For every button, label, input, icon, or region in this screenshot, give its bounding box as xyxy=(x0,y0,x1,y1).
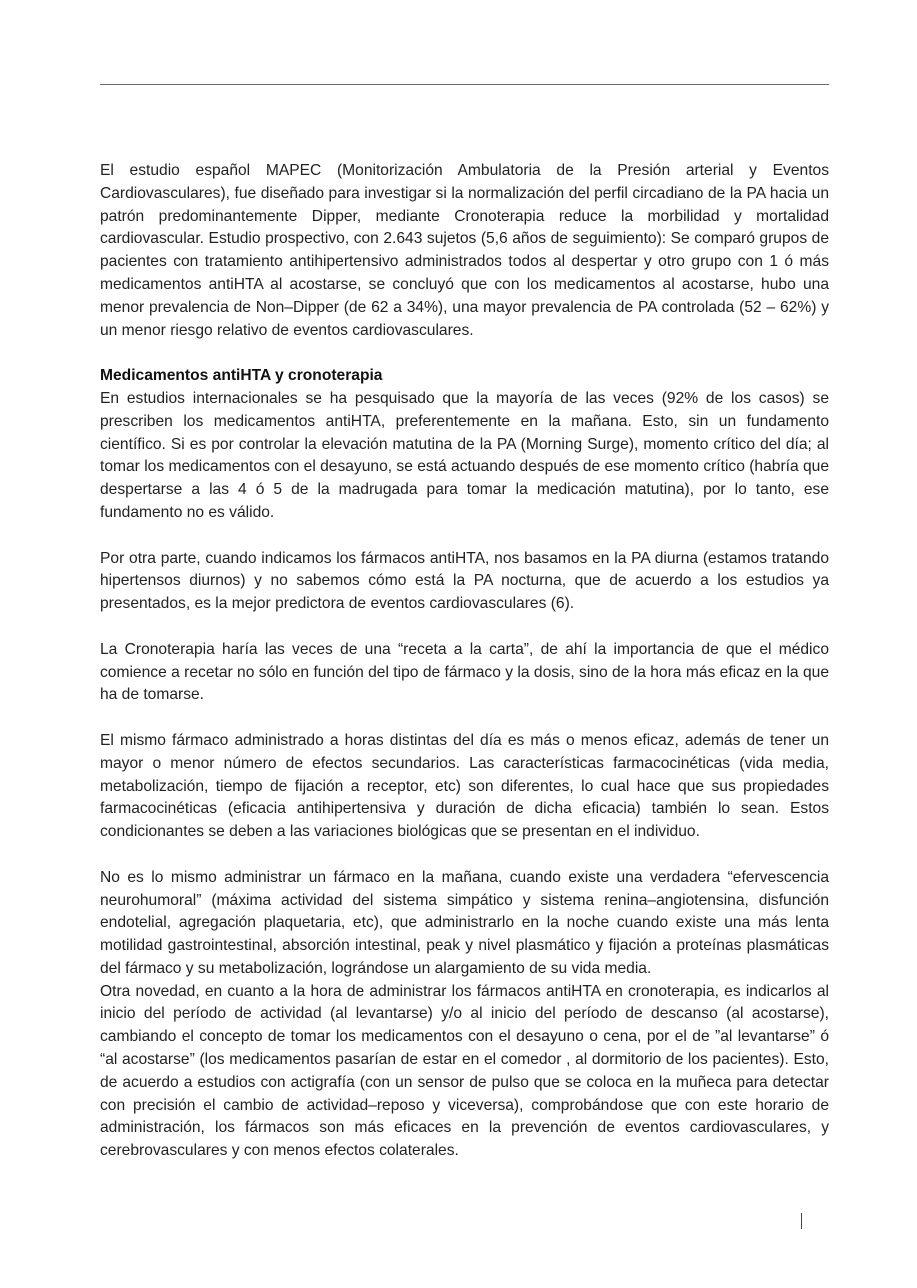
paragraph-pharmacokinetics: El mismo fármaco administrado a horas distintas del día es más o menos eficaz, además de tener un mayor o menor número de efectos secundarios. Las características farmacocinéticas (vida media, metabolización, tiempo de fijación a receptor, etc) son diferentes, lo cual hace que sus propiedades farmacocinéticas (eficacia antihipertensiva y duración de dicha eficacia) también lo sean. Estos condicionantes se deben a las variaciones biológicas que se presentan en el individuo. xyxy=(100,731,829,841)
paragraph-mapec-study: El estudio español MAPEC (Monitorización Ambulatoria de la Presión arterial y Eventos Cardiovasculares), fue diseñado para investigar si la normalización del perfil circadiano de la PA hacia un patrón predominantemente Dipper, mediante Cronoterapia reduce la morbilidad y mortalidad cardiovascular. Estudio prospectivo, con 2.643 sujetos (5,6 años de seguimiento): Se comparó grupos de pacientes con tratamiento antihipertensivo administrados todos al despertar y otro grupo con 1 ó más medicamentos antiHTA al acostarse, se concluyó que con los medicamentos al acostarse, hubo una menor prevalencia de Non–Dipper (de 62 a 34%), una mayor prevalencia de PA controlada (52 – 62%) y un menor riesgo relativo de eventos cardiovasculares. xyxy=(100,162,829,339)
section-heading: Medicamentos antiHTA y cronoterapia xyxy=(100,367,383,385)
header-rule xyxy=(100,84,829,85)
paragraph-daytime-bp: Por otra parte, cuando indicamos los fármacos antiHTA, nos basamos en la PA diurna (estamos tratando hipertensos diurnos) y no sabemos cómo está la PA nocturna, que de acuerdo a los estudios ya presentados, es la mejor predictora de eventos cardiovasculares (6). xyxy=(100,549,829,613)
document-body xyxy=(100,160,829,1163)
paragraph-morning-vs-night: No es lo mismo administrar un fármaco en la mañana, cuando existe una verdadera “efervescencia neurohumoral” (máxima actividad del sistema simpático y sistema renina–angiotensina, disfunción endotelial, agregación plaquetaria, etc), que administrarlo en la noche cuando existe una más lenta motilidad gastrointestinal, absorción intestinal, peak y nivel plasmático y fijación a proteínas plasmáticas del fármaco y su metabolización, lográndose un alargamiento de su vida media. xyxy=(100,868,829,977)
paragraph-administration-timing: Otra novedad, en cuanto a la hora de administrar los fármacos antiHTA en cronoterapia, es indicarlos al inicio del período de actividad (al levantarse) y/o al inicio del período de descanso (al acostarse), cambiando el concepto de tomar los medicamentos con el desayuno o cena, por el de ”al levantarse” ó “al acostarse” (los medicamentos pasarían de estar en el comedor , al dormitorio de los pacientes). Esto, de acuerdo a estudios con actigrafía (con un sensor de pulso que se coloca en la muñeca para detectar con precisión el cambio de actividad–reposo y viceversa), comprobándose que con este horario de administración, los fármacos son más eficaces en la prevención de eventos cardiovasculares, y cerebrovasculares y con menos efectos colaterales. xyxy=(100,982,829,1160)
page-marker xyxy=(801,1213,802,1229)
paragraph-morning-prescription: En estudios internacionales se ha pesquisado que la mayoría de las veces (92% de los casos) se prescriben los medicamentos antiHTA, preferentemente en la mañana. Esto, sin un fundamento científico. Si es por controlar la elevación matutina de la PA (Morning Surge), momento crítico del día; al tomar los medicamentos con el desayuno, se está actuando después de ese momento crítico (habría que despertarse a las 4 ó 5 de la madrugada para tomar la medicación matutina), por lo tanto, ese fundamento no es válido. xyxy=(100,389,829,521)
paragraph-prescription-a-la-carte: La Cronoterapia haría las veces de una “receta a la carta”, de ahí la importancia de que el médico comience a recetar no sólo en función del tipo de fármaco y la dosis, sino de la hora más eficaz en la que ha de tomarse. xyxy=(100,640,829,704)
